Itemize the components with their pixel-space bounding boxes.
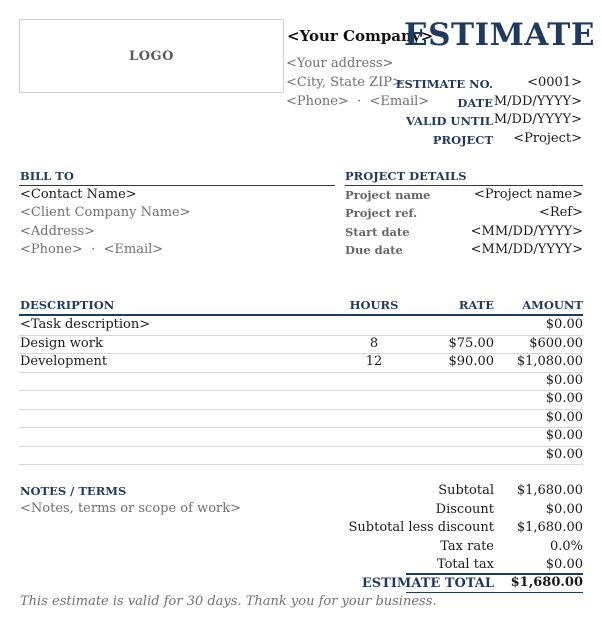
project-details-heading: PROJECT DETAILS [345, 169, 467, 183]
item-amount: $0.00 [545, 372, 583, 388]
meta-value-valid-until: M/DD/YYYY> [493, 112, 582, 127]
bill-to-contact: <Contact Name> [20, 187, 137, 202]
document-title: ESTIMATE [404, 17, 595, 53]
item-amount: $1,080.00 [516, 354, 583, 369]
item-row-divider [19, 464, 583, 465]
item-rate: $90.00 [448, 354, 494, 369]
col-header-amount: AMOUNT [522, 298, 583, 312]
item-amount: $0.00 [545, 446, 583, 462]
item-description: <Task description> [20, 317, 151, 332]
due-date-value: <MM/DD/YYYY> [470, 242, 583, 257]
grand-total-bottom-rule [406, 592, 583, 593]
project-name-value: <Project name> [473, 187, 583, 202]
grand-total-value: $1,680.00 [510, 575, 583, 590]
item-hours: 8 [369, 335, 379, 351]
col-header-rate: RATE [458, 298, 494, 312]
item-hours: 12 [365, 354, 383, 369]
bill-to-address: <Address> [20, 224, 96, 239]
totals-label: Subtotal [438, 483, 494, 498]
project-ref-label: Project ref. [345, 206, 418, 220]
item-amount: $600.00 [529, 335, 583, 351]
grand-total-label: ESTIMATE TOTAL [361, 576, 494, 591]
meta-label-project: PROJECT [432, 133, 493, 147]
bill-to-rule [19, 185, 335, 186]
item-amount: $0.00 [545, 409, 583, 425]
project-details-rule [345, 185, 583, 186]
due-date-label: Due date [345, 243, 403, 257]
item-amount: $0.00 [545, 317, 583, 332]
bill-to-separator: · [91, 242, 96, 257]
company-name: <Your Company> [287, 27, 434, 45]
totals-label: Discount [435, 501, 494, 517]
item-description: Development [20, 354, 108, 369]
meta-value-estimate-no: <0001> [527, 75, 582, 90]
totals-value: $1,680.00 [516, 520, 583, 535]
totals-value: $1,680.00 [516, 483, 583, 498]
footer-note: This estimate is valid for 30 days. Thank you for your business. [20, 594, 437, 609]
notes-heading: NOTES / TERMS [20, 484, 127, 498]
bill-to-email: <Email> [103, 242, 164, 257]
meta-value-date: M/DD/YYYY> [493, 94, 582, 109]
company-address: <Your address> [286, 56, 394, 71]
company-email: <Email> [369, 94, 430, 109]
item-amount: $0.00 [545, 391, 583, 406]
meta-value-project: <Project> [513, 131, 582, 146]
start-date-label: Start date [345, 225, 410, 239]
totals-value: $0.00 [545, 501, 583, 517]
totals-label: Subtotal less discount [348, 520, 494, 535]
notes-text: <Notes, terms or scope of work> [20, 501, 242, 516]
company-separator: · [357, 94, 362, 109]
item-rate: $75.00 [448, 335, 494, 351]
bill-to-company: <Client Company Name> [20, 205, 191, 220]
col-header-hours: HOURS [349, 298, 399, 312]
logo-text: LOGO [129, 48, 174, 64]
totals-label: Total tax [436, 557, 494, 572]
item-amount: $0.00 [545, 428, 583, 443]
totals-value: 0.0% [549, 538, 583, 554]
company-city: <City, State ZIP> [286, 75, 403, 90]
company-phone: <Phone> [286, 94, 349, 109]
bill-to-contact-line [20, 242, 163, 257]
totals-value: $0.00 [545, 557, 583, 572]
bill-to-phone: <Phone> [20, 242, 83, 257]
meta-label-date: DATE [457, 96, 493, 110]
project-ref-value: <Ref> [538, 205, 583, 220]
items-header-rule [19, 314, 583, 316]
bill-to-heading: BILL TO [20, 169, 74, 183]
project-name-label: Project name [345, 188, 431, 202]
logo-placeholder [19, 19, 284, 93]
meta-label-valid-until: VALID UNTIL [406, 114, 493, 128]
company-name-wrap [287, 27, 434, 45]
totals-label: Tax rate [440, 538, 494, 554]
col-header-description: DESCRIPTION [20, 298, 115, 312]
item-description: Design work [20, 335, 103, 351]
meta-label-estimate-no: ESTIMATE NO. [395, 77, 493, 91]
start-date-value: <MM/DD/YYYY> [470, 224, 583, 239]
